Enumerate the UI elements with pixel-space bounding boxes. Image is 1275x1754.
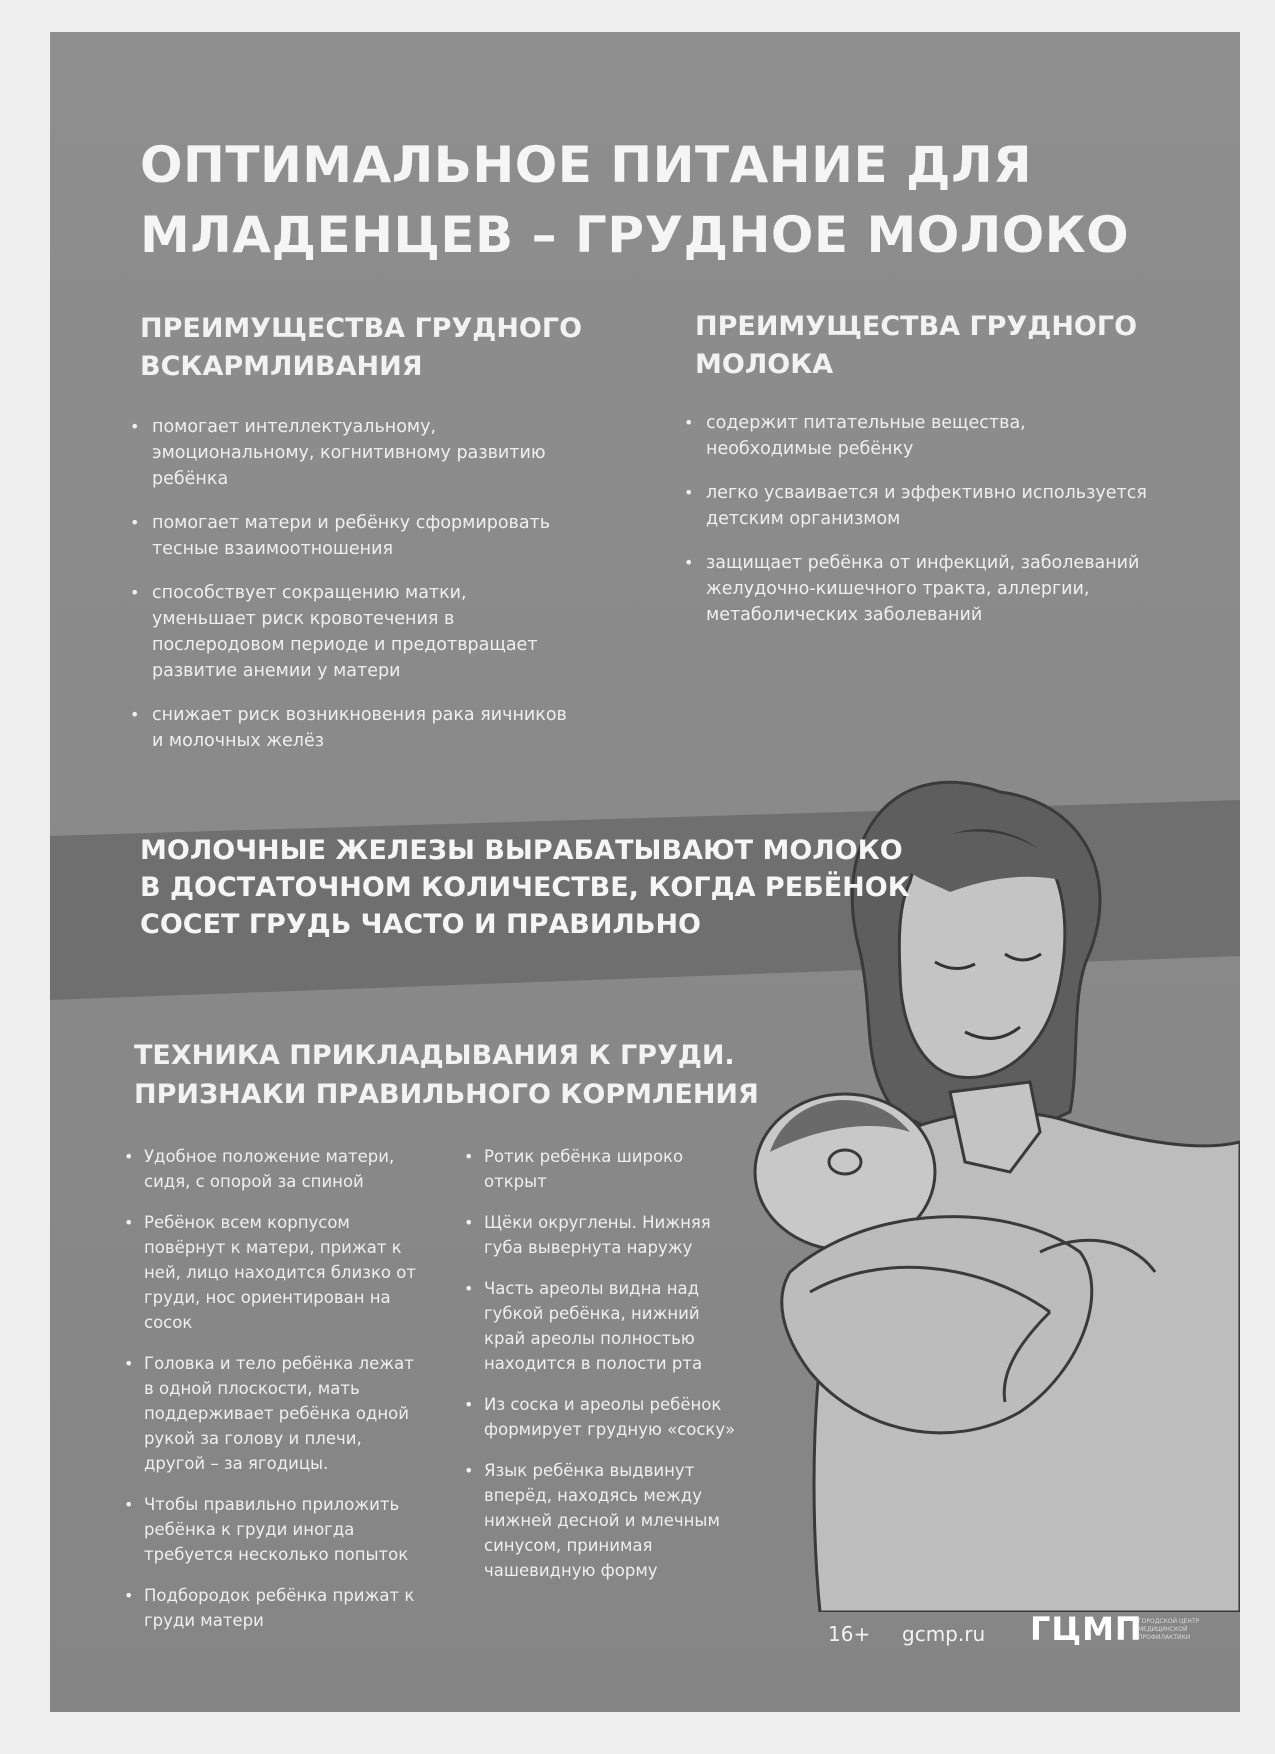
band-line: В ДОСТАТОЧНОМ КОЛИЧЕСТВЕ, КОГДА РЕБЁНОК xyxy=(140,872,910,903)
breastfeeding-benefits-list xyxy=(128,414,568,754)
list-item: • Язык ребёнка выдвинут вперёд, находясь между нижней десной и млечным синусом, принимая чашевидную форму xyxy=(462,1458,742,1583)
logo-sub-line: ГОРОДСКОЙ ЦЕНТР xyxy=(1138,1618,1200,1625)
technique-heading xyxy=(134,1036,759,1114)
logo-subtitle xyxy=(1138,1618,1208,1642)
list-item: • снижает риск возникновения рака яичников и молочных желёз xyxy=(128,702,568,754)
technique-list-1 xyxy=(122,1144,422,1633)
list-item: • защищает ребёнка от инфекций, заболеваний желудочно-кишечного тракта, аллергии, метаболических заболеваний xyxy=(682,550,1152,628)
list-item: • содержит питательные вещества, необходимые ребёнку xyxy=(682,410,1152,462)
list-item: • Часть ареолы видна над губкой ребёнка, нижний край ареолы полностью находится в полости рта xyxy=(462,1276,742,1376)
technique-list-2 xyxy=(462,1144,742,1583)
band-statement xyxy=(140,832,910,943)
list-item: • Ребёнок всем корпусом повёрнут к матери, прижат к ней, лицо находится близко от груди, нос ориентирован на сосок xyxy=(122,1210,422,1335)
list-item: • способствует сокращению матки, уменьшает риск кровотечения в послеродовом периоде и предотвращает развитие анемии у матери xyxy=(128,580,568,684)
poster xyxy=(50,32,1240,1712)
heading-line: ПРЕИМУЩЕСТВА ГРУДНОГО xyxy=(695,311,1138,342)
heading-line: ТЕХНИКА ПРИКЛАДЫВАНИЯ К ГРУДИ. xyxy=(134,1040,735,1071)
age-rating: 16+ xyxy=(828,1622,871,1646)
band-line: СОСЕТ ГРУДЬ ЧАСТО И ПРАВИЛЬНО xyxy=(140,909,701,940)
breast-milk-benefits-list xyxy=(682,410,1152,628)
website-link[interactable]: gcmp.ru xyxy=(902,1622,986,1646)
list-item: • помогает матери и ребёнку сформировать тесные взаимоотношения xyxy=(128,510,568,562)
heading-line: ПРЕИМУЩЕСТВА ГРУДНОГО xyxy=(140,313,583,344)
list-item: • Из соска и ареолы ребёнок формирует грудную «соску» xyxy=(462,1392,742,1442)
list-item: • Ротик ребёнка широко открыт xyxy=(462,1144,742,1194)
poster-title xyxy=(140,130,1140,270)
list-item: • легко усваивается и эффективно используется детским организмом xyxy=(682,480,1152,532)
list-item: • помогает интеллектуальному, эмоциональному, когнитивному развитию ребёнка xyxy=(128,414,568,492)
heading-line: ВСКАРМЛИВАНИЯ xyxy=(140,351,423,382)
logo-sub-line: МЕДИЦИНСКОЙ xyxy=(1138,1626,1188,1633)
breastfeeding-benefits-heading xyxy=(140,310,582,386)
breast-milk-benefits-heading xyxy=(695,308,1137,384)
list-item: • Щёки округлены. Нижняя губа вывернута наружу xyxy=(462,1210,742,1260)
gcmp-logo: ГЦМП xyxy=(1030,1610,1143,1648)
list-item: • Чтобы правильно приложить ребёнка к груди иногда требуется несколько попыток xyxy=(122,1492,422,1567)
list-item: • Головка и тело ребёнка лежат в одной плоскости, мать поддерживает ребёнка одной рукой за голову и плечи, другой – за ягодицы. xyxy=(122,1351,422,1476)
logo-sub-line: ПРОФИЛАКТИКИ xyxy=(1138,1634,1191,1641)
list-item: • Удобное положение матери, сидя, с опорой за спиной xyxy=(122,1144,422,1194)
heading-line: МОЛОКА xyxy=(695,349,834,380)
heading-line: ПРИЗНАКИ ПРАВИЛЬНОГО КОРМЛЕНИЯ xyxy=(134,1079,759,1110)
title-line-2: МЛАДЕНЦЕВ – ГРУДНОЕ МОЛОКО xyxy=(140,206,1130,264)
list-item: • Подбородок ребёнка прижат к груди матери xyxy=(122,1583,422,1633)
title-line-1: ОПТИМАЛЬНОЕ ПИТАНИЕ ДЛЯ xyxy=(140,136,1033,194)
band-line: МОЛОЧНЫЕ ЖЕЛЕЗЫ ВЫРАБАТЫВАЮТ МОЛОКО xyxy=(140,835,903,866)
